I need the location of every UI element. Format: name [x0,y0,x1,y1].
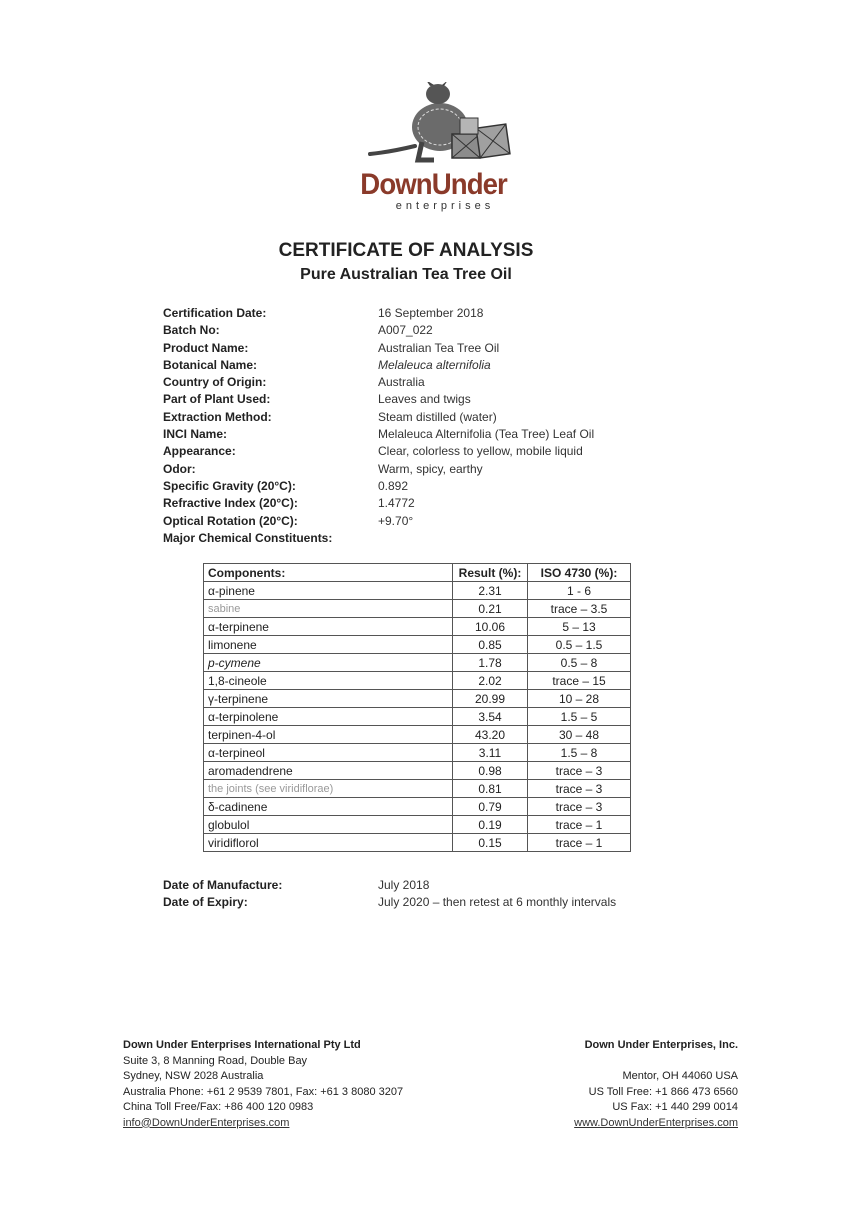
field-value: July 2020 – then retest at 6 monthly intervals [378,895,617,910]
footer-spacer [574,1054,738,1070]
component-cell: 1,8-cineole [204,672,453,690]
component-cell: α-terpineol [204,744,453,762]
brand-subtitle: enterprises [395,200,495,212]
iso-range-cell: 10 – 28 [528,690,631,708]
result-cell: 0.85 [453,636,528,654]
field-label: Batch No: [163,323,220,338]
component-cell: p-cymene [204,654,453,672]
result-cell: 0.21 [453,600,528,618]
component-cell: globulol [204,816,453,834]
component-cell: aromadendrene [204,762,453,780]
table-row [204,672,631,690]
field-value: A007_022 [378,323,433,338]
component-cell: limonene [204,636,453,654]
field-label: Date of Expiry: [163,895,248,910]
table-row [204,798,631,816]
table-row [204,654,631,672]
component-cell: γ-terpinene [204,690,453,708]
field-value: Leaves and twigs [378,392,471,407]
result-cell: 10.06 [453,618,528,636]
iso-range-cell: trace – 3 [528,780,631,798]
field-value: Clear, colorless to yellow, mobile liquid [378,444,583,459]
column-header-iso: ISO 4730 (%): [528,564,631,582]
table-row [204,600,631,618]
field-label: Refractive Index (20°C): [163,496,298,511]
brand-name: DownUnder [360,168,507,201]
table-row [204,744,631,762]
field-label: Product Name: [163,340,249,355]
result-cell: 0.98 [453,762,528,780]
iso-range-cell: trace – 15 [528,672,631,690]
field-label: INCI Name: [163,427,228,442]
kangaroo-with-crates-icon [360,82,530,172]
table-row [204,618,631,636]
field-label: Date of Manufacture: [163,878,283,892]
table-row [204,582,631,600]
iso-range-cell: trace – 1 [528,834,631,852]
field-label: Botanical Name: [163,357,258,372]
field-label: Optical Rotation (20°C): [163,513,298,528]
result-cell: 2.02 [453,672,528,690]
iso-range-cell: trace – 3.5 [528,600,631,618]
result-cell: 0.19 [453,816,528,834]
iso-range-cell: trace – 1 [528,816,631,834]
component-cell: terpinen-4-ol [204,726,453,744]
iso-range-cell: 5 – 13 [528,618,631,636]
footer-company-name: Down Under Enterprises International Pty Ltd [123,1039,361,1051]
iso-range-cell: trace – 3 [528,798,631,816]
field-value: 0.892 [378,478,409,493]
field-label: Part of Plant Used: [163,392,271,407]
field-value: Steam distilled (water) [378,409,497,424]
field-value: Melaleuca alternifolia [378,357,491,372]
field-label: Country of Origin: [163,375,267,390]
result-cell: 0.79 [453,798,528,816]
iso-range-cell: 0.5 – 1.5 [528,636,631,654]
component-cell: α-terpinolene [204,708,453,726]
field-value: Melaleuca Alternifolia (Tea Tree) Leaf Oil [378,427,595,442]
field-label: Specific Gravity (20°C): [163,478,296,493]
field-label: Odor: [163,461,196,476]
result-cell: 3.11 [453,744,528,762]
footer-company-name: Down Under Enterprises, Inc. [584,1039,738,1051]
footer-australia-office [123,1038,403,1131]
component-cell: the joints (see viridiflorae) [204,780,453,798]
iso-range-cell: 1.5 – 5 [528,708,631,726]
component-cell: viridiflorol [204,834,453,852]
field-value: 1.4772 [378,496,415,511]
table-row [204,780,631,798]
result-cell: 3.54 [453,708,528,726]
constituents-table [203,563,631,852]
table-row [204,708,631,726]
footer-address-line: Suite 3, 8 Manning Road, Double Bay [123,1054,308,1067]
field-value: Australian Tea Tree Oil [378,340,500,355]
field-label: Major Chemical Constituents: [163,530,333,545]
field-value: Australia [378,375,425,390]
table-row [204,726,631,744]
document-title: CERTIFICATE OF ANALYSIS [278,240,534,261]
footer-phone-line: US Fax: +1 440 299 0014 [612,1101,738,1113]
footer-website-link[interactable]: www.DownUnderEnterprises.com [574,1116,738,1129]
footer-email-link[interactable]: info@DownUnderEnterprises.com [123,1116,290,1129]
field-value: +9.70° [378,513,414,528]
component-cell: α-pinene [204,582,453,600]
iso-range-cell: 1 - 6 [528,582,631,600]
result-cell: 20.99 [453,690,528,708]
result-cell: 2.31 [453,582,528,600]
field-label: Extraction Method: [163,409,272,424]
component-cell: sabine [204,600,453,618]
component-cell: δ-cadinene [204,798,453,816]
column-header-components: Components: [204,564,453,582]
result-cell: 1.78 [453,654,528,672]
field-value: 16 September 2018 [378,306,484,320]
table-row [204,762,631,780]
column-header-result: Result (%): [453,564,528,582]
document-subtitle: Pure Australian Tea Tree Oil [300,266,512,283]
field-label: Certification Date: [163,306,267,320]
table-row [204,834,631,852]
footer-phone-line: China Toll Free/Fax: +86 400 120 0983 [123,1101,314,1113]
result-cell: 0.81 [453,780,528,798]
field-label: Appearance: [163,444,236,459]
footer-address-line: Mentor, OH 44060 USA [622,1070,738,1082]
iso-range-cell: trace – 3 [528,762,631,780]
footer-address-line: Sydney, NSW 2028 Australia [123,1070,264,1082]
result-cell: 0.15 [453,834,528,852]
iso-range-cell: 30 – 48 [528,726,631,744]
company-logo [360,82,530,217]
result-cell: 43.20 [453,726,528,744]
table-row [204,690,631,708]
table-header-row [204,564,631,582]
component-cell: α-terpinene [204,618,453,636]
iso-range-cell: 0.5 – 8 [528,654,631,672]
field-value: Warm, spicy, earthy [378,461,483,476]
footer-us-office [574,1038,738,1131]
footer-phone-line: US Toll Free: +1 866 473 6560 [588,1085,738,1098]
field-value: July 2018 [378,878,430,892]
table-row [204,816,631,834]
footer-phone-line: Australia Phone: +61 2 9539 7801, Fax: +61 3 8080 3207 [123,1085,404,1098]
table-row [204,636,631,654]
iso-range-cell: 1.5 – 8 [528,744,631,762]
